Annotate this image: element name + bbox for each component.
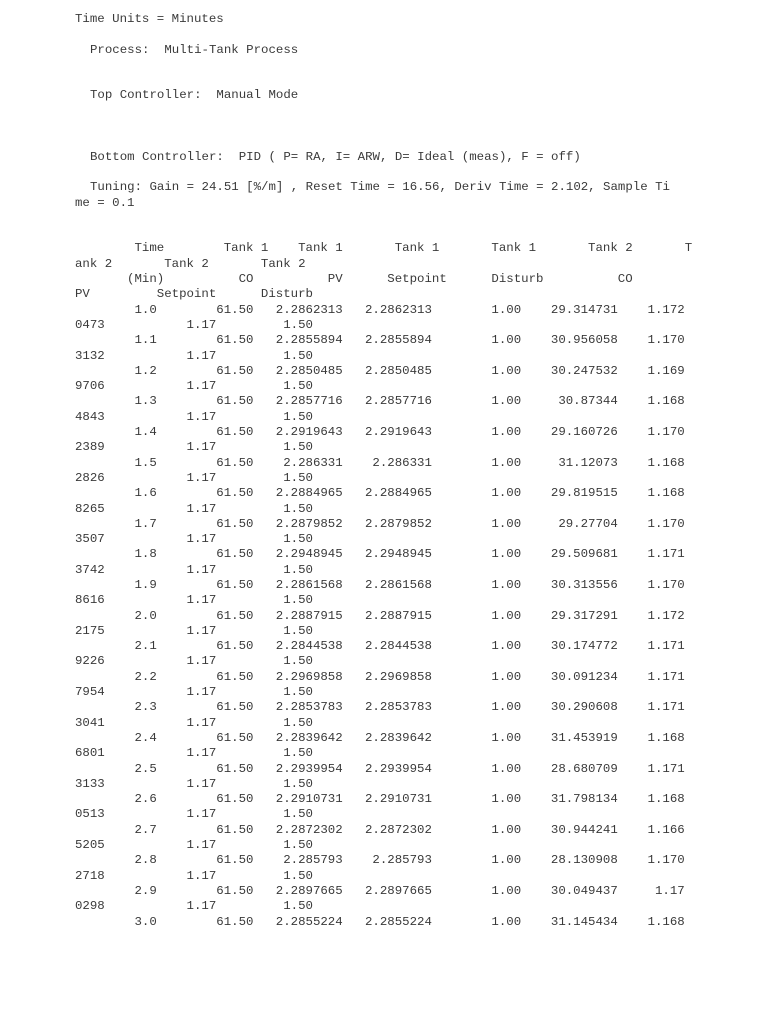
tuning-line-wrap: me = 0.1	[75, 195, 135, 210]
table-row: 2.9 61.50 2.2897665 2.2897665 1.00 30.049437 1.17	[75, 883, 685, 898]
table-row-wrap: 3507 1.17 1.50	[75, 532, 313, 547]
table-header-line: (Min) CO PV Setpoint Disturb CO	[75, 272, 633, 287]
table-row-wrap: 5205 1.17 1.50	[75, 838, 313, 853]
table-row-wrap: 6801 1.17 1.50	[75, 746, 313, 761]
table-row-wrap: 9706 1.17 1.50	[75, 379, 313, 394]
table-row: 2.3 61.50 2.2853783 2.2853783 1.00 30.290608 1.171	[75, 700, 685, 715]
table-row-wrap: 3041 1.17 1.50	[75, 715, 313, 730]
table-row: 2.1 61.50 2.2844538 2.2844538 1.00 30.174772 1.171	[75, 639, 685, 654]
bottom-controller-line: Bottom Controller: PID ( P= RA, I= ARW, D= Ideal (meas), F = off)	[90, 149, 581, 164]
table-row: 1.9 61.50 2.2861568 2.2861568 1.00 30.313556 1.170	[75, 577, 685, 592]
table-row: 2.5 61.50 2.2939954 2.2939954 1.00 28.680709 1.171	[75, 761, 685, 776]
table-row-wrap: 4843 1.17 1.50	[75, 409, 313, 424]
table-row-wrap: 3132 1.17 1.50	[75, 348, 313, 363]
table-row-wrap: 3133 1.17 1.50	[75, 776, 313, 791]
table-row: 1.8 61.50 2.2948945 2.2948945 1.00 29.509681 1.171	[75, 547, 685, 562]
table-header-line: PV Setpoint Disturb	[75, 287, 313, 302]
table-row: 1.3 61.50 2.2857716 2.2857716 1.00 30.87344 1.168	[75, 394, 685, 409]
table-row-wrap: 2389 1.17 1.50	[75, 440, 313, 455]
table-row-wrap: 8616 1.17 1.50	[75, 593, 313, 608]
table-row-wrap: 7954 1.17 1.50	[75, 685, 313, 700]
table-header-line: ank 2 Tank 2 Tank 2	[75, 256, 306, 271]
table-row-wrap: 0298 1.17 1.50	[75, 899, 313, 914]
table-row-wrap: 0473 1.17 1.50	[75, 317, 313, 332]
document-page	[75, 12, 695, 930]
data-table	[75, 241, 695, 929]
table-header-line: Time Tank 1 Tank 1 Tank 1 Tank 1 Tank 2 T	[75, 241, 693, 256]
table-row: 2.4 61.50 2.2839642 2.2839642 1.00 31.453919 1.168	[75, 730, 685, 745]
table-row: 2.8 61.50 2.285793 2.285793 1.00 28.130908 1.170	[75, 853, 685, 868]
table-row-wrap: 3742 1.17 1.50	[75, 562, 313, 577]
table-row-wrap: 9226 1.17 1.50	[75, 654, 313, 669]
process-line: Process: Multi-Tank Process	[90, 42, 299, 57]
time-units-line: Time Units = Minutes	[75, 12, 224, 26]
table-row: 1.6 61.50 2.2884965 2.2884965 1.00 29.819515 1.168	[75, 486, 685, 501]
table-row-wrap: 2718 1.17 1.50	[75, 868, 313, 883]
top-controller-line: Top Controller: Manual Mode	[90, 88, 299, 103]
table-row: 2.6 61.50 2.2910731 2.2910731 1.00 31.798134 1.168	[75, 792, 685, 807]
table-row-wrap: 0513 1.17 1.50	[75, 807, 313, 822]
table-row: 1.7 61.50 2.2879852 2.2879852 1.00 29.27704 1.170	[75, 516, 685, 531]
table-row-wrap: 8265 1.17 1.50	[75, 501, 313, 516]
table-row-wrap: 2826 1.17 1.50	[75, 470, 313, 485]
table-row: 1.2 61.50 2.2850485 2.2850485 1.00 30.247532 1.169	[75, 363, 685, 378]
table-row: 1.5 61.50 2.286331 2.286331 1.00 31.12073 1.168	[75, 455, 685, 470]
table-row: 2.2 61.50 2.2969858 2.2969858 1.00 30.091234 1.171	[75, 669, 685, 684]
table-row-wrap: 2175 1.17 1.50	[75, 623, 313, 638]
table-row: 1.1 61.50 2.2855894 2.2855894 1.00 30.956058 1.170	[75, 333, 685, 348]
table-row: 2.7 61.50 2.2872302 2.2872302 1.00 30.944241 1.166	[75, 822, 685, 837]
table-row: 1.4 61.50 2.2919643 2.2919643 1.00 29.160726 1.170	[75, 425, 685, 440]
table-row: 3.0 61.50 2.2855224 2.2855224 1.00 31.145434 1.168	[75, 914, 685, 929]
table-row: 2.0 61.50 2.2887915 2.2887915 1.00 29.317291 1.172	[75, 608, 685, 623]
table-row: 1.0 61.50 2.2862313 2.2862313 1.00 29.314731 1.172	[75, 302, 685, 317]
tuning-line: Tuning: Gain = 24.51 [%/m] , Reset Time = 16.56, Deriv Time = 2.102, Sample Ti	[90, 180, 670, 195]
